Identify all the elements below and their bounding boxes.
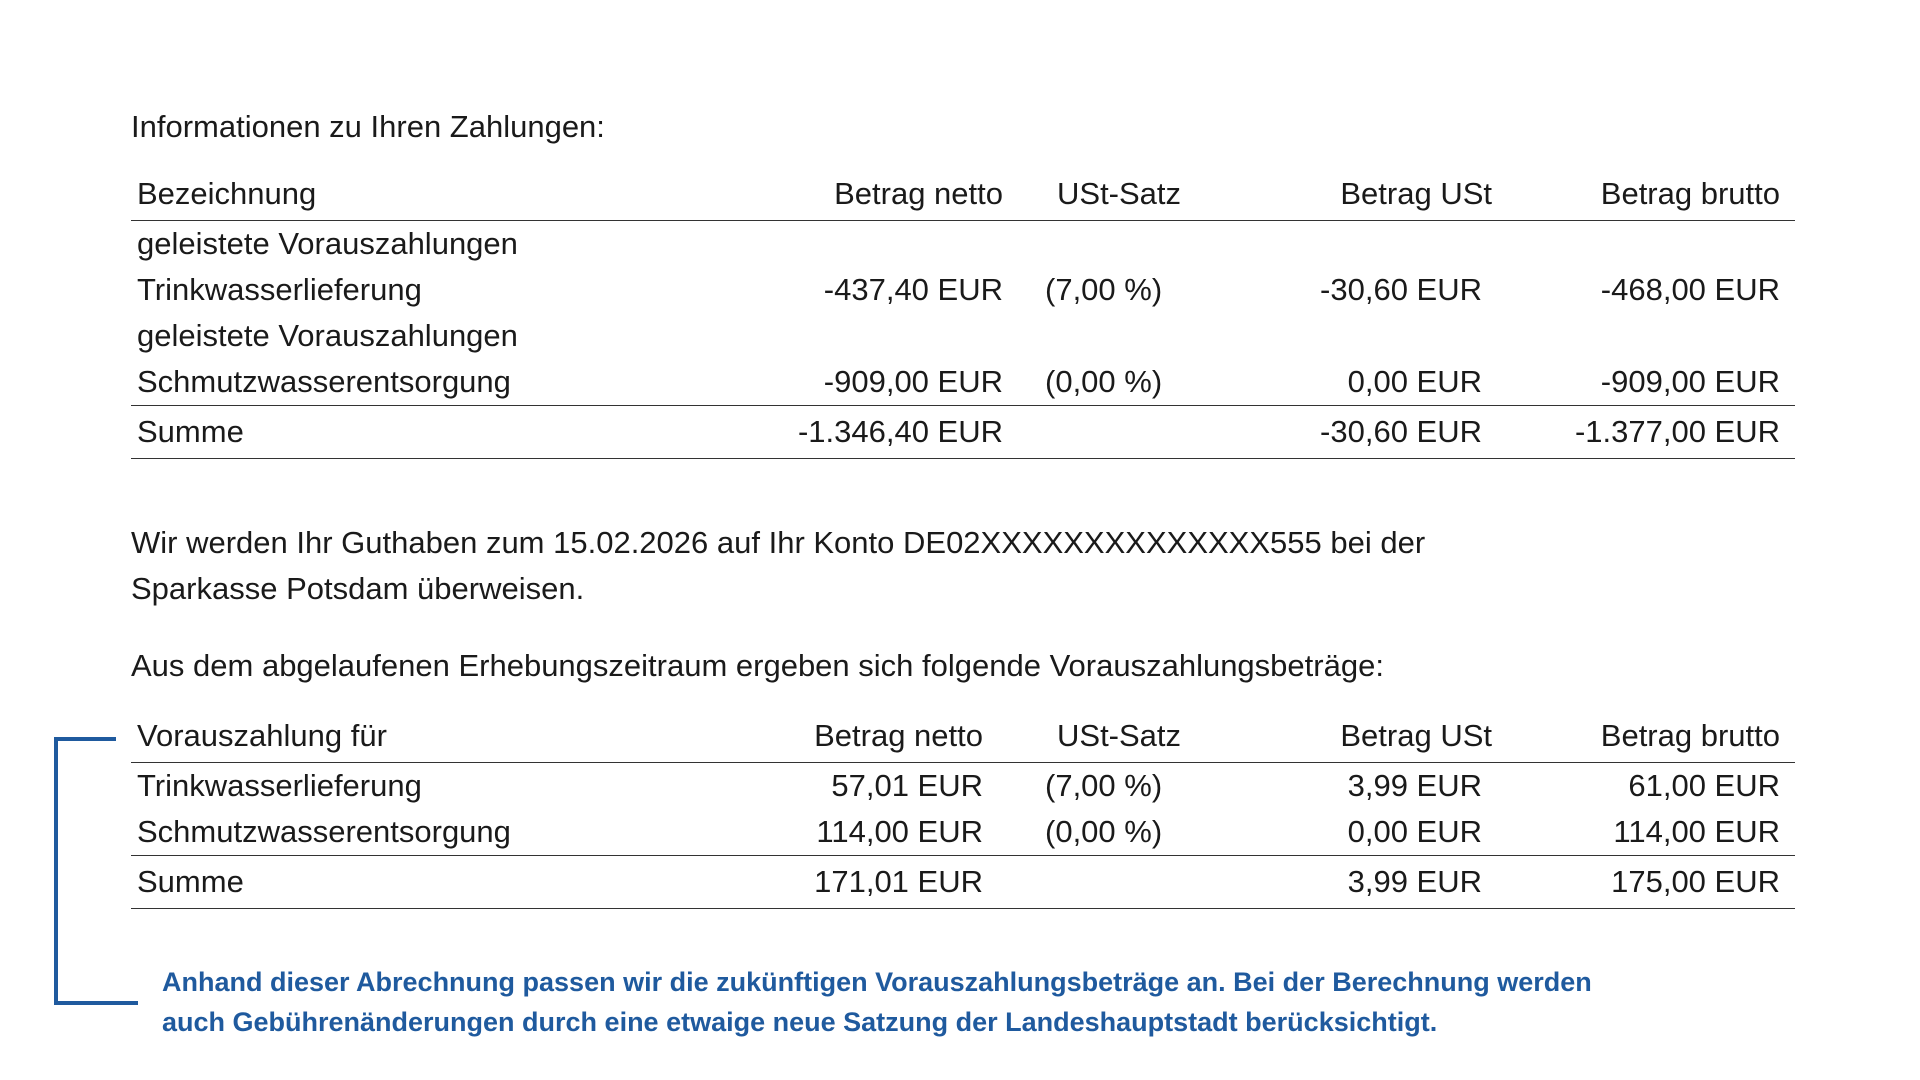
row-vat: 0,00 EUR [1347, 814, 1482, 849]
sum-net: -1.346,40 EUR [797, 414, 1003, 449]
row-gross: 61,00 EUR [1628, 768, 1780, 803]
sum-label: Summe [137, 864, 244, 899]
header-vat: Betrag USt [1340, 718, 1492, 753]
row-name: Trinkwasserlieferung [137, 768, 422, 803]
sum-gross: -1.377,00 EUR [1574, 414, 1780, 449]
row-name: Schmutzwasserentsorgung [137, 814, 511, 849]
header-vat: Betrag USt [1340, 176, 1492, 211]
row-vat: 3,99 EUR [1347, 768, 1482, 803]
table-header [131, 710, 1795, 763]
intro-title: Informationen zu Ihren Zahlungen: [131, 109, 605, 144]
header-net: Betrag netto [834, 176, 1003, 211]
row-net: -437,40 EUR [823, 272, 1003, 307]
row-rate: (7,00 %) [1045, 272, 1163, 307]
row-gross: -909,00 EUR [1600, 364, 1780, 399]
sum-label: Summe [137, 414, 244, 449]
annotation-line1: Anhand dieser Abrechnung passen wir die zukünftigen Vorauszahlungsbeträge an. Bei der Berechnung werden [162, 967, 1592, 997]
sum-row [131, 405, 1795, 459]
row-rate: (0,00 %) [1045, 814, 1163, 849]
header-name: Vorauszahlung für [137, 718, 387, 753]
row-rate: (0,00 %) [1045, 364, 1163, 399]
prepayment-intro: Aus dem abgelaufenen Erhebungszeitraum ergeben sich folgende Vorauszahlungsbeträge: [131, 648, 1384, 683]
row-net: 114,00 EUR [816, 814, 983, 849]
row-net: -909,00 EUR [823, 364, 1003, 399]
prepayment-table [131, 710, 1795, 909]
row-net: 57,01 EUR [831, 768, 983, 803]
table-row [131, 267, 1795, 313]
annotation-bracket [54, 737, 116, 1005]
annotation-note [162, 962, 1862, 1042]
table-row [131, 359, 1795, 405]
row-label-line1: geleistete Vorauszahlungen [137, 226, 518, 261]
row-gross: 114,00 EUR [1613, 814, 1780, 849]
sum-gross: 175,00 EUR [1611, 864, 1780, 899]
sum-net: 171,01 EUR [814, 864, 983, 899]
row-label-line2: Trinkwasserlieferung [137, 272, 422, 307]
annotation-line2: auch Gebührenänderungen durch eine etwaige neue Satzung der Landeshauptstadt berücksichtigt. [162, 1007, 1438, 1037]
table-row [131, 221, 1795, 267]
header-name: Bezeichnung [137, 176, 317, 211]
row-rate: (7,00 %) [1045, 768, 1163, 803]
annotation-bracket-tail [54, 1001, 138, 1005]
table-header [131, 168, 1795, 221]
transfer-text-line2: Sparkasse Potsdam überweisen. [131, 571, 585, 606]
row-vat: -30,60 EUR [1320, 272, 1482, 307]
row-gross: -468,00 EUR [1600, 272, 1780, 307]
header-gross: Betrag brutto [1600, 718, 1780, 753]
table-row [131, 313, 1795, 359]
sum-vat: 3,99 EUR [1347, 864, 1482, 899]
row-vat: 0,00 EUR [1347, 364, 1482, 399]
payments-table [131, 168, 1795, 459]
header-rate: USt-Satz [1057, 176, 1182, 211]
row-label-line2: Schmutzwasserentsorgung [137, 364, 511, 399]
header-gross: Betrag brutto [1600, 176, 1780, 211]
sum-row [131, 855, 1795, 909]
header-rate: USt-Satz [1057, 718, 1182, 753]
transfer-text-line1: Wir werden Ihr Guthaben zum 15.02.2026 auf Ihr Konto DE02XXXXXXXXXXXXXX555 bei der [131, 525, 1426, 560]
table-row [131, 763, 1795, 809]
header-net: Betrag netto [814, 718, 983, 753]
sum-vat: -30,60 EUR [1320, 414, 1482, 449]
row-label-line1: geleistete Vorauszahlungen [137, 318, 518, 353]
table-row [131, 809, 1795, 855]
